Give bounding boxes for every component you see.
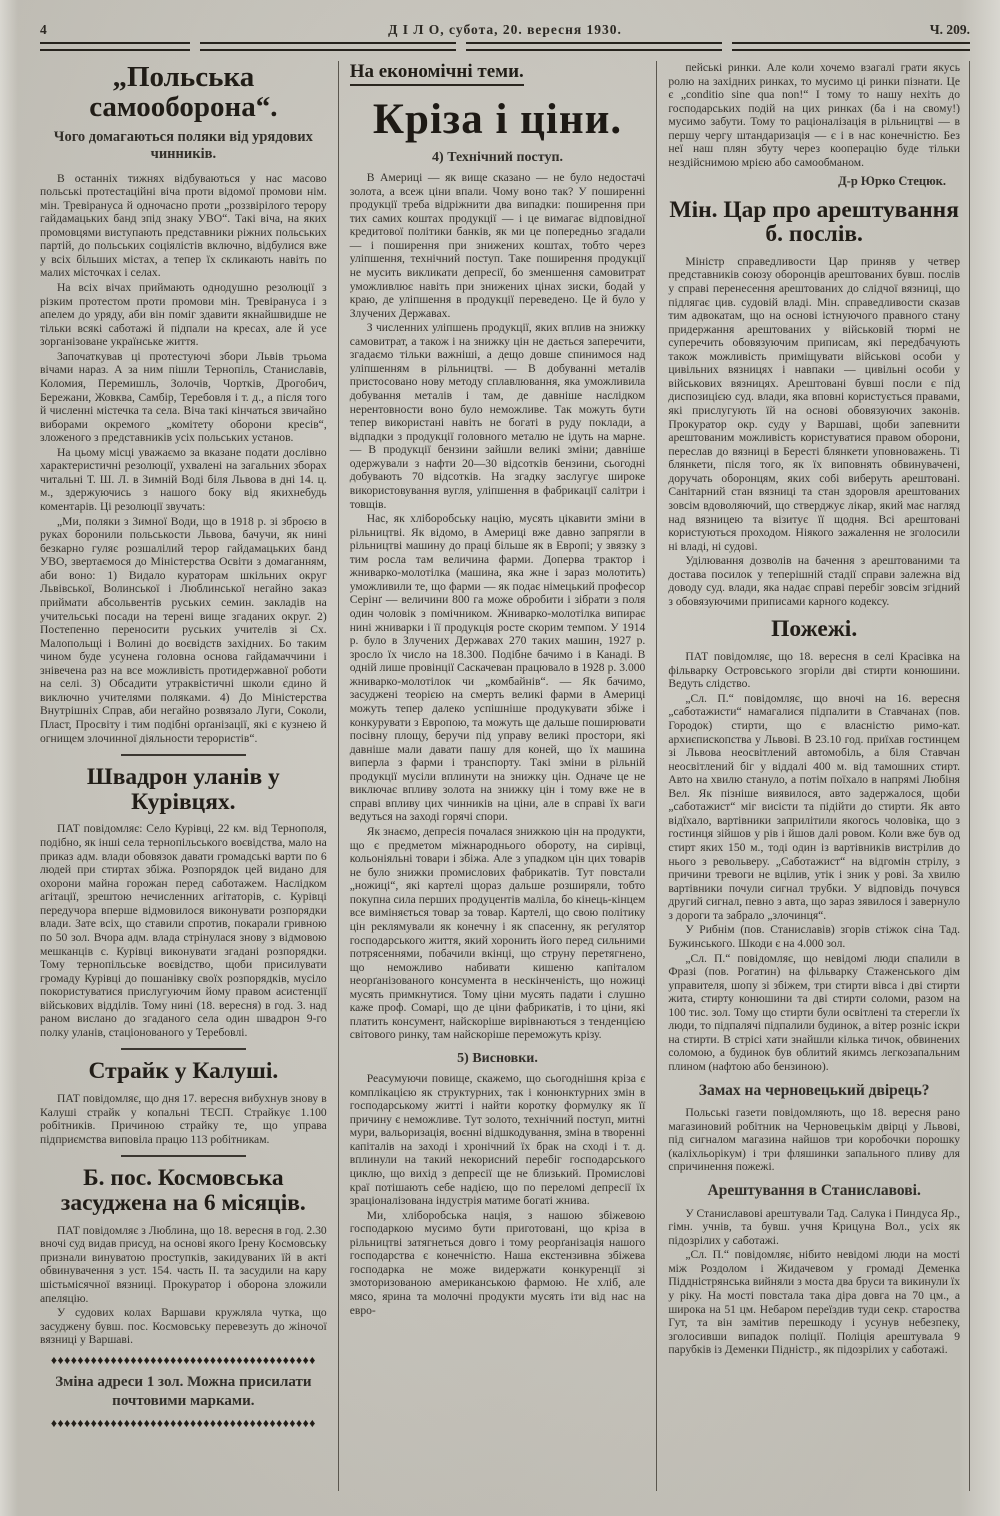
author-signature: Д-р Юрко Стецюк.	[838, 173, 946, 188]
paragraph: Реасумуючи повище, скажемо, що сьогоднішня кріза є комплікацією як структурних, так і конюнктурних змін в господарському житті і найти коротку формулку як її причину є неможливе. Тут золото, технічний поступ, митні мури, вальоризація, воєнні відшкодування, зміна в творенні капіталів на заході і хронічний їх брак на сході і т. д. вплинули на такий некорисний перебіг господарського циклю, що вихід з депресії ще не близький. Промислові краї потішають себе надією, що по переломі депресії їх зраціоналізована індустрія матиме богаті жнива.	[349, 1072, 646, 1208]
article-title: Швадрон уланів у Курівцях.	[86, 764, 280, 815]
diamond-border-top: ♦♦♦♦♦♦♦♦♦♦♦♦♦♦♦♦♦♦♦♦♦♦♦♦♦♦♦♦♦♦♦♦♦♦♦♦♦♦♦♦	[50, 1352, 316, 1367]
paragraph: На всіх вічах приймають однодушно резолюції з різким протестом проти промови мін. Тревірануса і з апелем до уряду, аби він поміг здавити якнайшвидше не тільки всякі саботажі й підпали на кресах, але й усе зорганізоване українське життя.	[40, 281, 327, 349]
paragraph: „Ми, поляки з Зимної Води, що в 1918 р. зі зброєю в руках боронили польськости Львова, бачучи, як нині безкарно гуляє розшалілий терор гайдамацьких банд УВО, звертаємося до Міністерства Освіти з домаганням, аби воно: 1) Видало кураторам шкільних округ Львівської, Волинської і Люблинської негайно заказ приймати абсольвентів руських семин. закладів на учительські посади на терені вище згаданих округ. 2) Постепенно переносити руських учителів зі Сх. Малопольщі і Волині до воєвідств західних. Бо таким чином буде усунена головна основа гайдамаччини і знівечена раз на все можливість протидержавної роботи на селі. 3) Обсадити утраквістичні школи єдино й виключно учителями поляками. 4) До Міністерства Внутрішніх Справ, аби негайно розвязало Луги, Соколи, Пласт, Просвіту і тим подібні орґанізації, які є кузнею й огнищем злочинної діяльности терористів“.	[40, 514, 327, 745]
paragraph: У судових колах Варшави кружляла чутка, що засуджену бувш. пос. Космовську перевезуть до жіночої вязниці у Варшаві.	[40, 1306, 327, 1347]
paragraph: Започаткував ці протестуючі збори Львів трьома вічами нараз. А за ним пішли Тернопіль, Станиславів, Коломия, Перемишль, Золочів, Чортків, Дрогобич, Бережани, Жовква, Самбір, Теребовля і т. д., а після того й численні містечка та села. Віча такі кінчаться звичайно виборами окремого „комітету оборони кресів“, зложеного з представників усіх польських установ.	[40, 349, 327, 445]
paragraph: „Сл. П.“ повідомляє, нібито невідомі люди на мості між Роздолом і Жидачевом у громаді Деменка Піддністрянська вийняли з моста два бруси та викинули їх у ріку. На мості повстала така діра довга на 70 цм., а широка на 51 цм. Небаром переїздив туди секр. староства Гут, та він замітив перешкоду і усунув небезпеку, зголосивши випадок поліції. Поліція арештувала 9 парубків із Деменки Підністр., як підозрілих у саботажі.	[668, 1248, 960, 1357]
address-change-notice: Зміна адреси 1 зол. Можна присилати почтовими марками.	[55, 1373, 312, 1409]
column-middle	[339, 61, 658, 1491]
paragraph: Міністр справедливости Цар приняв у четвер представників союзу оборонців арештованих бувш. послів у справі перенесення арештованих до слідчої вязниці, що підлягає цив. судовій владі. Мін. справедливости сказав тим адвокатам, що на основі істнуючого правного стану придержання арештованих у військовій тюрмі не суперечить обовязуючим приписам, які передбачують також можливість приміщувати військові особи у цивільних вязницях і навпаки — цивільні особи у військових вязницях. Арештовані бувші посли є під диспозицією суд. влади, яка вповні користується правами, які прислугують їй на основі обовязуючих законів. Прокуратор окр. суду у Варшаві, щоби запевнити арештованим можливість користуватися правом оборони, переслав до вязниці в Бересті блянкети уповноважень. Ті блянкети, після того, як їх виповнять обвинувачені, доручать оборонцям, яких собі виберуть арештовані. Санітарний стан вязниці та стан здоровля арештованих зовсім вдоволяючий, що стверджує лікар, який має нагляд над вязницею та візитує її щодня. Всі арештовані користуються проходом. Ніякого зажалення не зголосили ні владі, ні судові.	[668, 254, 960, 553]
paragraph: На цьому місці уважаємо за вказане подати дослівно характеристичні резолюції, ухвалені на загальних зборах читальні Т. Ш. Л. в Зимній Воді біля Львова в дні 14. ц. м., здержуючись з нашого боку від якихнебудь коментарів. Ці резолюції звучать:	[40, 445, 327, 513]
paragraph: „Сл. П.“ повідомляє, що вночі на 16. вересня „саботажисти“ намагалися підпалити в Ставчанах (пов. Городок) стирти, що є власністю римо-кат. архиєпископства у Львові. В 23.10 год. приїхав гостинцем зі Львова неосвітлений автомобіль, а біля Ставчан неосвітлений біг у віддалі 400 м. від тамошних стирт. Авто на хвилю стануло, а потім поїхало в напрямі Любіня Вел. Як пізніше виявилося, авто задержалося, щоби „саботажист“ міг висісти та підійти до стирти. Як авто відїхало, вартівники заприлітили якогось чоловіка, що з гостинця зійшов у рів і йшов далі ровом. Коли вже був од стирт яких 150 м., тоді один із вартівників вистрілив до нього з револьверу. „Саботажист“ на відгомін стрілу, з причини тревоги не вцілив, утік і зник у рові. За хвилю вартівники почули сигнал трубки. У відповідь почувся другий сигнал, певно з авта, що зараз зявилося і завернуло з дороги та забрало „злочинця“.	[668, 691, 960, 922]
article-title: Кріза і ціни.	[372, 96, 623, 143]
article-title: Пожежі.	[771, 616, 858, 643]
section-heading: 5) Висновки.	[457, 1051, 538, 1066]
article-straik-kalush	[40, 1059, 327, 1146]
paragraph: Нас, як хліборобську націю, мусять цікавити зміни в рільництві. Як відомо, в Америці вже давно запрягли в рільництві машину до праці більше як в Европі; у звязку з тим росла там величина фарми. Доперва трактор і жниварко-молотілка (машина, яка жне і зараз молотить) уможливили те, що фарми — як подає німецький професор Серінґ — величини 800 га може обробити і зібрати з поля один чоловік з помічником. Жниварко-молотілка випирає нині жниварки і її продукція росте скорим темпом. У 1914 р. було в Злучених Державах 270 таких машин, 1927 р. зросло їх число на 18.300. Подібне бачимо і в Канаді. В одній лише провінції Саскачеван працювало в 1928 р. 3.000 жниварко-молотілок чи „комбайнів“. — Як бачимо, засуджені теорією на смерть великі фарми в Америці можуть тепер далеко успішніше продукувати збіже і конкурувати з Европою, та можуть ще дальше поширювати посівну площу, беручи під управу великі простори, які давніше мали давати пашу для коней, що їх машина виперла з фарми і транспорту. Такі зміни в рільній продукції мусіли вплинути на знижку цін. Одначе це не виключає впливу золота на знижку цін і тому вже не в справі впливу цих чинників на ціни, але в справі їх ваги ведуться на заході горячі спори.	[349, 512, 646, 824]
article-title: Мін. Цар про арештування б. послів.	[669, 196, 959, 248]
issue-number: Ч. 209.	[929, 22, 970, 37]
section-divider	[121, 1048, 246, 1050]
paragraph: Польські газети повідомляють, що 18. вересня рано магазиновий робітник на Черновецькім двірці у Львові, під сигналом магазина найшов три коробочки порошку (каліхльорікум) і три фляшинки запального пливу для спричинення пожежі.	[668, 1106, 960, 1174]
section-body	[350, 171, 646, 1042]
article-body	[668, 650, 960, 1073]
masthead: Д І Л О, субота, 20. вересня 1930.	[388, 22, 622, 37]
paragraph: У Станиславові арештували Тад. Салука і Пиндуса Яр., гімн. учнів, та бувш. учня Крицуна Вол., усіх як підозрілих у саботажі.	[668, 1206, 960, 1247]
column-left	[40, 61, 339, 1491]
column-kicker: На економічні теми.	[350, 61, 524, 86]
article-kosmovska	[40, 1166, 327, 1346]
article-body	[668, 1106, 960, 1174]
paragraph: З численних уліпшень продукції, яких вплив на знижку самовитрат, а також і на знижку цін не дається заперечити, згадаємо тільки важніші, а дещо довше спинимося над уліпшенням в рільництві. — В добуванні металів пристосовано нову методу сплавлювання, яка уможливила добування металів і там, де давніше наслідком нерентовности воно було неможливе. Так можуть бути тепер використані навіть не богаті в руду поклади, а відпадки з продукції головного металю не ідуть на марне. — В продукції бензини зайшли великі зміни; давніше одержували з нафти 20—30 відсотків бензини, сьогодні добувають 70 відсотків. На згадку заслугує широке використовування вугля, уліпшення в фабрикації салітри і товщів.	[349, 321, 646, 511]
section-divider	[121, 754, 246, 756]
article-title: Б. пос. Космовська засуджена на 6 місяців.	[60, 1165, 306, 1217]
paragraph: „Сл. П.“ повідомляє, що невідомі люди спалили в Фразі (пов. Рогатин) на фільварку Стаженського дім управителя, шопу зі збіжем, три стирти вівса і дві стирти жита, стирту конюшини та дві стирти соломи, разом на 100 тис. зол. Тому що стирти були освітлені та стерегли їх люди, то підпалячі підпалили будинок, а вітер розніс іскри на стирти. В стрісі хати знайшли кілька тичок, обвинених соломою, а будинок був облитий якимсь легкозапальним плином (нафтою або бензиною).	[668, 951, 960, 1074]
paragraph: Ми, хліборобська нація, з нашою збіжевою господаркою мусимо бути приготовані, що кріза в рільництві затягнеться довго і тому реорґанізація нашого господарства є конечністю. Наша екстензивна збіжева господарка не може видержати конкуренції зі змоторизованою американською фармою. Не хліб, але мясо, ярина та молочні продукти мусять іти від нас на евро-	[349, 1208, 646, 1317]
columns	[40, 61, 970, 1491]
article-body	[40, 822, 327, 1039]
paragraph: ПАТ повідомляє, що дня 17. вересня вибухнув знову в Калуші страйк у копальні ТЕСП. Страйкує 1.100 робітників. Причиною страйку те, що управа підприємства виповіла працю 113 робітникам.	[40, 1092, 327, 1146]
diamond-border-bottom: ♦♦♦♦♦♦♦♦♦♦♦♦♦♦♦♦♦♦♦♦♦♦♦♦♦♦♦♦♦♦♦♦♦♦♦♦♦♦♦♦	[50, 1416, 316, 1431]
article-continuation	[668, 61, 960, 189]
paragraph: Уділювання дозволів на бачення з арештованими та достава посилок у теперішній стадії справи залежна від доводу суд. влади, яка надає справі перебіг зовсім згідний з обовязуючими приписами карного кодексу.	[668, 554, 960, 608]
section-divider	[121, 1155, 246, 1157]
paragraph: ПАТ повідомляє, що 18. вересня в селі Красівка на фільварку Островського згоріли дві стирти конюшини. Ведуть слідство.	[668, 650, 960, 691]
article-kriza-i-tsiny	[350, 61, 646, 1317]
article-title: „Польська самооборона“.	[89, 61, 278, 123]
article-polska-samooborona	[40, 63, 327, 745]
article-title: Страйк у Калуші.	[88, 1058, 279, 1085]
article-shvadron-ulaniv	[40, 765, 327, 1039]
section-heading: 4) Технічний поступ.	[432, 150, 564, 165]
page-number: 4	[40, 22, 47, 37]
article-zamakh-dvirets	[668, 1082, 960, 1174]
article-pozhezhi	[668, 617, 960, 1073]
article-body	[40, 172, 327, 746]
paragraph: ПАТ повідомляє: Село Курівці, 22 км. від Тернополя, подібно, як інші села тернопільського воєвідства, мало на приказ адм. влади обовязок давати громадські варти по 6 людей при стиртах збіжа. Розпорядок цей видано для охорони майна горожан перед саботажем. Наслідком агітації, зрештою нечисленних агітаторів, с. Курівці передучора вперше відмовилося виконувати розпорядки влади. Зате всіх, що ставили спротив, покарали гривною по 50 зол. Вчора адм. влада стрінулася знову з відмовою мешканців с. Курівці виконувати згадані розпорядки. Тому тернопільське воєвідство, щоби присилувати громаду Курівці до пошанівку своїх розпорядків, мусіло покористуватися прислугуючим йому правом асистенції військових відділів. Тому нині (18. вересня) в год. 3. над раном вислано до згаданого села один швадрон 9-го полку уланів, стаціонованого у Теребовлі.	[40, 822, 327, 1039]
article-title: Замах на черновецький двірець?	[698, 1081, 930, 1099]
paragraph: У Рибнім (пов. Станиславів) згорів стіжок сіна Тад. Бужинського. Шкоди є на 4.000 зол.	[668, 923, 960, 950]
article-body	[668, 1207, 960, 1357]
article-body	[40, 1092, 327, 1146]
article-min-tsar	[668, 198, 960, 609]
page-header	[40, 22, 970, 38]
article-body	[668, 255, 960, 609]
paragraph: ПАТ повідомляє з Люблина, що 18. вересня в год. 2.30 вночі суд видав присуд, на основі якого Ірену Космовську признали винуватою проступків, закидуваних їй в акті обвинувачення з уст. 154. часть II. та засудили на кару шістьмісячної вязниці. Прокуратор і оборона зложили апеляцію.	[40, 1223, 327, 1305]
column-right	[657, 61, 970, 1491]
article-areshtuvannia	[668, 1182, 960, 1357]
article-title: Арештування в Станиславові.	[707, 1181, 921, 1199]
paragraph: В Америці — як вище сказано — не було недостачі золота, а всеж ціни впали. Чому воно так? У поширенні продукції треба відріжнити два випадки: поширення при тих самих коштах продукції — і це вимагає відповідної кредитової політики банків, як ми це попередньо згадали — і поширення при знижених коштах, тобто через уліпшення, технічний поступ. Таке поширення продукції не мусить викликати депресії, бо зменшення самовитрат уможливлює навіть при знижених цінах зиски, бодай у краю, де уліпшення в продукції переведено. Це й було у Злучених Державах.	[349, 171, 646, 320]
article-body	[668, 61, 960, 170]
paragraph: пейські ринки. Але коли хочемо взагалі грати якусь ролю на західних ринках, то мусимо ці ринки пізнати. Це є „conditio sine qua non!“ І тому то нашу нехіть до господарських подій на цих ринках (ба і на свому!) мусимо забути. Тому то раціоналізація в рільництві — в першу чергу штандаризація — є і в нас конечністю. Без неї наш плян збуту через кооперацію буде тільки нездійснимою мрією або самообманом.	[668, 61, 960, 169]
article-subtitle: Чого домагаються поляки від урядових чинників.	[53, 129, 313, 162]
section-body	[350, 1072, 646, 1317]
paragraph: Як знаємо, депресія почалася знижкою цін на продукти, що є предметом міжнароднього обороту, на сирівці, кольоніяльні товари і збіжа. Але з упадком цін цих товарів не було знижки промислових фабрикатів. Тут повстали „ножиці“, які картелі щораз дальше розширяли, тобто покупна сила перших продуцентів маліла, бо кінець-кінцем все виміняється товар за товар. Картелі, що свою політику цін реклямували як конечну і як спасенну, як реґулятор господарського життя, який хоронить його перед сильними потрясеннями, побачили вкінці, що струну перетягнено, що неможливо набивати кишеню капіталом неорґанізованого консумента в нескінченість, що ножиці мусять примкнутися. Тому ціни мусять падати і слушно каже проф. Сомарі, що де ціни фабрикатів, і то ціни, які платить консумент, найскоріше вирівнаються з тенденцією світового ринку, там найскоріше переможуть крізу.	[349, 825, 646, 1042]
article-body	[40, 1224, 327, 1347]
header-rule	[40, 42, 970, 51]
paragraph: В останніх тижнях відбуваються у нас масово польські протестаційні віча проти відомої промови нім. мін. Тревірануса й одночасно проти „роззвірілого терору гайдамацьких банд зпід знаку УВО“. Такі віча, на яких промовцями виступають представники ріжних польських партій, до польських соціялістів включно, відбулися вже у всіх більших містах, а тепер їх скликають навіть по малих місточках і селах.	[40, 171, 327, 280]
